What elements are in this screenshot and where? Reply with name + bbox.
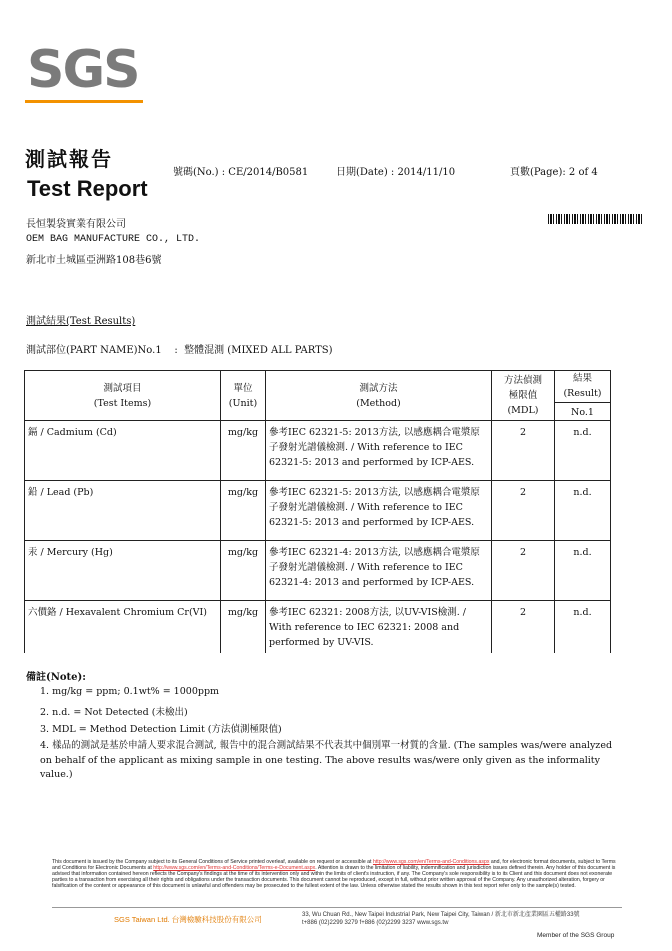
header-mdl: [492, 371, 555, 421]
cell-method: 參考IEC 62321-5: 2013方法, 以感應耦合電漿原子發射光譜儀檢測. / With reference to IEC 62321-5: 2013 and performed by ICP-AES.: [266, 421, 492, 481]
footer-disclaimer: [52, 859, 622, 889]
cell-unit: mg/kg: [221, 601, 266, 654]
note-item: 4. 樣品的測試是基於申請人要求混合測試, 報告中的混合測試結果不代表其中個別單一材質的含量. (The samples was/were analyzed on behalf of the applicant as mixing sample in one testing. The above results was/were only given as the informality value.): [40, 740, 613, 780]
table-row: [25, 601, 611, 654]
header-result-en: (Result): [555, 386, 610, 403]
cell-mdl: 2: [492, 481, 555, 541]
results-table: [24, 370, 611, 653]
header-item-cn: 測試項目: [103, 382, 142, 394]
header-unit: [221, 371, 266, 421]
cell-method: 參考IEC 62321-4: 2013方法, 以感應耦合電漿原子發射光譜儀檢測. / With reference to IEC 62321-4: 2013 and performed by ICP-AES.: [266, 541, 492, 601]
disclaimer-text: and, for electronic format documents, subject to Terms and Conditions for Electronic Documents at: [52, 859, 616, 871]
logo-text: SGS: [27, 40, 139, 100]
header-result-cn: 結果: [572, 373, 592, 384]
note-item: 2. n.d. = Not Detected (未檢出): [40, 707, 188, 718]
sgs-logo: [25, 40, 143, 106]
cell-result: n.d.: [555, 601, 611, 654]
cell-mdl: 2: [492, 601, 555, 654]
footer-address-line: 33, Wu Chuan Rd., New Taipei Industrial Park, New Taipei City, Taiwan / 新北市新北產業園區五權路33號: [302, 912, 580, 918]
header-method-en: (Method): [356, 397, 401, 409]
header-result-no: No.1: [571, 407, 594, 418]
table-row: [25, 541, 611, 601]
table-header-row: [25, 371, 611, 421]
footer-address: [302, 911, 580, 927]
edoc-terms-link[interactable]: http://www.sgs.com/en/Terms-and-Conditions/Terms-e-Document.aspx: [153, 865, 316, 871]
table-row: [25, 481, 611, 541]
header-item-en: (Test Items): [93, 397, 152, 409]
header-result: [555, 371, 611, 421]
header-unit-cn: 單位: [233, 382, 253, 394]
header-unit-en: (Unit): [228, 397, 258, 409]
cell-unit: mg/kg: [221, 541, 266, 601]
cell-unit: mg/kg: [221, 481, 266, 541]
company-address: 新北市土城區亞洲路108巷6號: [26, 255, 162, 266]
barcode: [548, 214, 644, 224]
disclaimer-text: This document is issued by the Company subject to its General Conditions of Service printed overleaf, available on request or accessible at: [52, 859, 372, 865]
report-number: 號碼(No.) : CE/2014/B0581: [173, 167, 309, 178]
note-item: 3. MDL = Method Detection Limit (方法偵測極限值): [40, 724, 282, 735]
table-row: [25, 421, 611, 481]
cell-item: 鉛 / Lead (Pb): [25, 481, 221, 541]
note-item: 1. mg/kg = ppm; 0.1wt% = 1000ppm: [40, 686, 220, 697]
header-mdl-2: 極限值: [508, 390, 538, 401]
part-name: 測試部位(PART NAME)No.1 : 整體混測 (MIXED ALL PARTS): [26, 345, 333, 356]
results-title: 測試結果(Test Results): [26, 316, 136, 327]
cell-method: 參考IEC 62321: 2008方法, 以UV-VIS檢測. / With reference to IEC 62321: 2008 and performed by UV-VIS.: [266, 601, 492, 654]
cell-mdl: 2: [492, 541, 555, 601]
cell-result: n.d.: [555, 421, 611, 481]
header-mdl-3: (MDL): [507, 405, 539, 416]
cell-item: 汞 / Mercury (Hg): [25, 541, 221, 601]
page-number: 頁數(Page): 2 of 4: [510, 167, 598, 178]
footer-divider: [52, 907, 622, 908]
terms-link[interactable]: http://www.sgs.com/en/Terms-and-Conditions.aspx: [372, 859, 490, 865]
cell-mdl: 2: [492, 421, 555, 481]
cell-item: 鎘 / Cadmium (Cd): [25, 421, 221, 481]
report-title-en: Test Report: [27, 176, 148, 201]
report-date: 日期(Date) : 2014/11/10: [336, 167, 456, 178]
header-mdl-1: 方法偵測: [503, 375, 542, 386]
cell-unit: mg/kg: [221, 421, 266, 481]
cell-method: 參考IEC 62321-5: 2013方法, 以感應耦合電漿原子發射光譜儀檢測. / With reference to IEC 62321-5: 2013 and performed by ICP-AES.: [266, 481, 492, 541]
report-title-cn: 測試報告: [25, 147, 113, 171]
header-method-cn: 測試方法: [359, 382, 398, 394]
header-test-items: [25, 371, 221, 421]
logo-underline: [25, 100, 143, 103]
header-method: [266, 371, 492, 421]
footer-contact-line: t+886 (02)2299 3279 f+886 (02)2299 3237 www.sgs.tw: [302, 920, 449, 926]
disclaimer-text: . Attention is drawn to the limitation of liability, indemnification and jurisdiction issues defined therein. Any holder of this document is advised that information contained hereon reflects the Company's findings at the time of its intervention only and within the limits of client's instruction, if any. The Company's sole responsibility is to its Client and this document does not exonerate parties to a transaction from exercising all their rights and obligations under the transaction documents. This document cannot be reproduced, except in full, without prior written approval of the Company. Any unauthorized alteration, forgery or falsification of the content or appearance of this document is unlawful and offenders may be prosecuted to the fullest extent of the law. Unless otherwise stated the results shown in this test report refer only to the sample(s) tested.: [52, 865, 616, 889]
company-name-en: OEM BAG MANUFACTURE CO., LTD.: [26, 234, 201, 245]
cell-item: 六價鉻 / Hexavalent Chromium Cr(VI): [25, 601, 221, 654]
footer-company: SGS Taiwan Ltd. 台灣檢驗科技股份有限公司: [114, 915, 262, 924]
cell-result: n.d.: [555, 541, 611, 601]
footer-member: Member of the SGS Group: [537, 932, 615, 939]
notes-title: 備註(Note):: [26, 672, 86, 683]
company-name-cn: 長恒製袋實業有限公司: [26, 219, 126, 230]
cell-result: n.d.: [555, 481, 611, 541]
